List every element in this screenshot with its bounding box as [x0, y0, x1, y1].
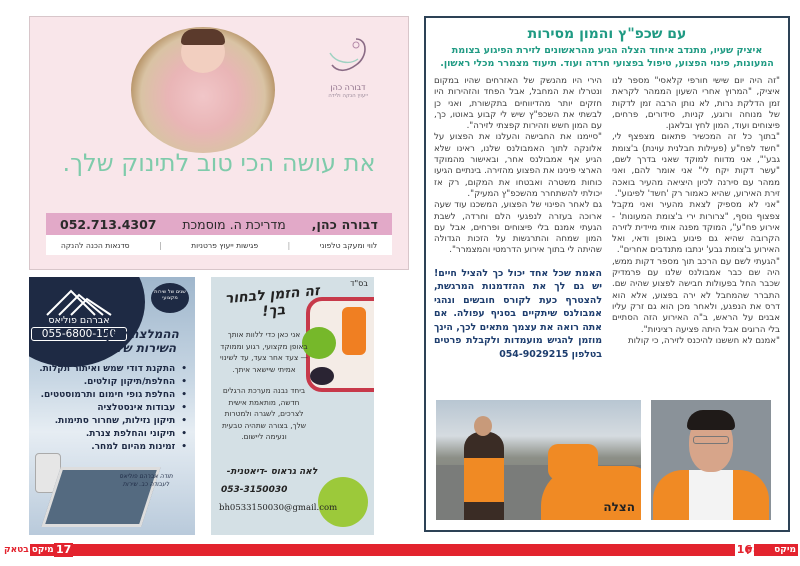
- article-paragraph: "סיימנו את החבישה והעלנו את הפצוע על אלונקה לתוך האמבולנס שלנו, ראינו שלא הגיע אף אמבולנס אחר, ובאישור מהמוקד הארצי פינינו את הפצוע מהזירה. בינתיים הגיעו כוחות משטרה ואבטחו את המקום, רק אז יכולתי להשתחרר מהשכפ"ץ המעיק".: [434, 132, 602, 199]
- mother-baby-logo-icon: [326, 35, 370, 83]
- business-phone: 055-6800-150: [31, 327, 127, 341]
- article-call-to-action: האמת שכל אחד יכול כך להציל חיים! יש גם לך את ההזדמנות המרגשת, להצטרף כעת לקורס חובשים ונהגי אמבולנס שיתקיים בסניף עפולה. אם אתה רואה את עצמך מתאים לכך, הינך מוזמן להגיש מועמדות ולקבלת פרטים בטלפון 054-9029215: [434, 267, 602, 360]
- page-number-right: 16: [736, 543, 752, 556]
- service-item: • תיקון נזילות, שחרור סתימות.: [33, 415, 187, 428]
- nutrition-paragraph: אני כאן כדי ללוות אותך באופן מקצועי, רגוע וממוקד — צעד אחר צעד, עד לשינוי אמיתי שיישאר איתך.: [220, 330, 308, 374]
- brand-box: מיקס: [774, 545, 796, 555]
- brand-text: בטאק: [4, 545, 29, 555]
- article-subtitle: איציק שעיו, מתנדב איחוד הצלה הגיע מהראשונים לזירת הפיגוע בצומת המעונות, פינוי הפצוע, טיפול בפצועי חרדה ועוד. תיעוד מצמרר מכלי ראשון.: [440, 45, 774, 69]
- logo-name: דבורה כהן: [330, 83, 366, 92]
- lactation-consultant-ad: [29, 16, 409, 270]
- mountain-logo-icon: [45, 285, 115, 317]
- service-item: • התקנת דודי שמש ואיתור תקלות.: [33, 363, 187, 376]
- experience-badge: שנים של שירות מקצועי: [151, 283, 189, 313]
- dietitian-phone: 053-3150030: [221, 485, 288, 495]
- volunteer-portrait-photo: [651, 400, 771, 520]
- consultant-name: דבורה כהן,: [311, 216, 378, 232]
- services-list: [33, 363, 187, 454]
- bottle-shape: [318, 477, 368, 527]
- glasses-icon: [693, 436, 729, 444]
- service-item: לווי ומעקב טלפוני: [319, 240, 378, 250]
- article-paragraph: "אני לא מספיק לצאת מהעיר ואני מקבל צפצוף נוסף, "צרורות ירי ב'צומת המעונות' - אירוע פח"ע", המוקד מפנה אותי מיידית לזירה הקרובה שהיא גם פיגוע באופן ודאי, ואל האירוע ב'צומת גבע' ינתבו מתנדבים אחרים".: [612, 200, 780, 256]
- dietitian-email: bh0533150030@gmail.com: [219, 503, 338, 513]
- service-item: • תיקוני והחלפת צנרת.: [33, 428, 187, 441]
- dietitian-signature: לאה גראוס -דיאטנית-: [226, 467, 318, 477]
- incident-scene-photo: [436, 400, 641, 520]
- article-panel: [424, 16, 790, 532]
- page-number-left: 17: [56, 543, 72, 556]
- nutrition-headline: זה הזמן לבחור בך!: [224, 282, 321, 320]
- footer-red-bar: [66, 544, 778, 556]
- footer-brand-left: [4, 543, 56, 557]
- separator: |: [287, 240, 291, 250]
- logo-tagline: ייעוץ הנקה ולידה: [328, 93, 368, 99]
- customer-credit: תודה אברהם פוליאס לעבודה כב. שירות: [119, 473, 173, 488]
- article-paragraph: הירי היו מהנשק של האזרחים שהיו במקום ונטרלו את המחבל, אבל הפחד והזהירות היו חזקים יותר מהדיווחים בתקשורת, ואני כן לבשתי את השכפ"ץ שיש לי קבוע באוטו, כך, עם המון חשש וזהירות קפצתי לזירה".: [434, 76, 602, 132]
- article-paragraph: "הגעתי לשם עם הרכב תוך מספר דקות ממש, היה שם כבר אמבולנס שלנו עם פרמדיק שכבר החל בפעולות חבישה לפצוע שהיה שם. התברר שהמחבל לא ירה בפצוע, אלא הוא דרס את הנפגע, ולאחר מכן הוא גם זרק עליו אבנים על הראש, ב"ה האירוע הזה הסתיים בלי הרוגים אבל היתה פציעה רציניות".: [612, 256, 780, 335]
- services-bar: [46, 235, 392, 255]
- service-item: • עבודות אינסטלציה: [33, 402, 187, 415]
- article-column-left: [434, 76, 602, 404]
- baby-ad-slogan: את עושה הכי טוב לתינוק שלך.: [62, 149, 376, 177]
- article-title: עם שכפ"ץ והמון מסירות: [527, 26, 687, 42]
- article-column-right: [612, 76, 780, 404]
- page-footer: [0, 543, 800, 557]
- solar-heater-ad: [29, 277, 195, 535]
- service-item: • זמינות מהיום למחר.: [33, 441, 187, 454]
- brand-text: בטאק: [746, 545, 772, 555]
- car-label: הצלה: [603, 500, 635, 514]
- service-item: • החלפת/תיקון קולטים.: [33, 376, 187, 389]
- consultant-role: מדריכת ה. מוסמכת: [182, 216, 286, 232]
- article-paragraph: גם לאחר הפינוי של הפצוע, המשכנו עוד שעה ארוכה בעזרה לנפגעי הלם וחרדה, לשבת הגעתי אמנם בלי פיצוחים ופרחים, אבל עם המון שמחה והתרגשות על הזכות הגדולה שהיתה לי בתוך אירוע הדרמטי והמצמרר".: [434, 200, 602, 256]
- business-name: אברהם פוליאס: [48, 315, 110, 326]
- article-paragraph: "זה היה יום שישי חורפי קלאסי" מספר לנו איציק, "המרוץ אחרי השעון הממהר לקראת זמן הדלקת נרות, לא נותן הרבה זמן לדקות של מנוחה ורוגע, קניות, סידורים, פרחים, פיצוחים ועוד, המון לחץ ובלאגן.: [612, 76, 780, 132]
- service-item: סדנאות הכנה להנקה: [60, 240, 130, 250]
- contact-bar: [46, 213, 392, 235]
- article-paragraph: "בתוך כל זה המכשיר פתאום מצפצף לי, "חשד לפח"ע (פעילות חבלנית עוינת) ב'צומת גבע'", אני מדווח למוקד שאני בדרך לשם, "עשר דקות יקח לי" אני אומר להם, ואני ממהר עם סירנה לכיון היציאה מהעיר בואכה זירת האירוע, שהיא כאמור רק 'חשד' לפיגוע".: [612, 132, 780, 199]
- nutrition-body: [219, 329, 309, 443]
- brand-box: מיקס: [31, 545, 54, 555]
- nutrition-paragraph: ביחד נבנה מערכת הרגלים חדשה, מותאמת אישית לצרכים, לשגרה ולמטרות שלך, בצורה שתהיה טבעית ונעימה ליישום.: [221, 386, 307, 441]
- brand-logo: [318, 35, 378, 105]
- separator: |: [159, 240, 162, 250]
- bsd-mark: בס"ד: [350, 279, 368, 288]
- article-photos: [436, 400, 778, 522]
- article-columns: [434, 76, 780, 404]
- footer-brand-right: [746, 543, 798, 557]
- article-paragraph: "אמנם לא חששנו להיכנס לזירה, כי קולות: [627, 335, 780, 346]
- service-item: • החלפת גופי חימום ותרמוסטטים.: [33, 389, 187, 402]
- consultant-phone: 052.713.4307: [60, 216, 157, 232]
- service-item: פגישות ייעוץ פרטניות: [191, 240, 259, 250]
- dietitian-ad: [211, 277, 374, 535]
- solar-slogan: ההמלצה שלך השירות שלנו: [103, 327, 179, 355]
